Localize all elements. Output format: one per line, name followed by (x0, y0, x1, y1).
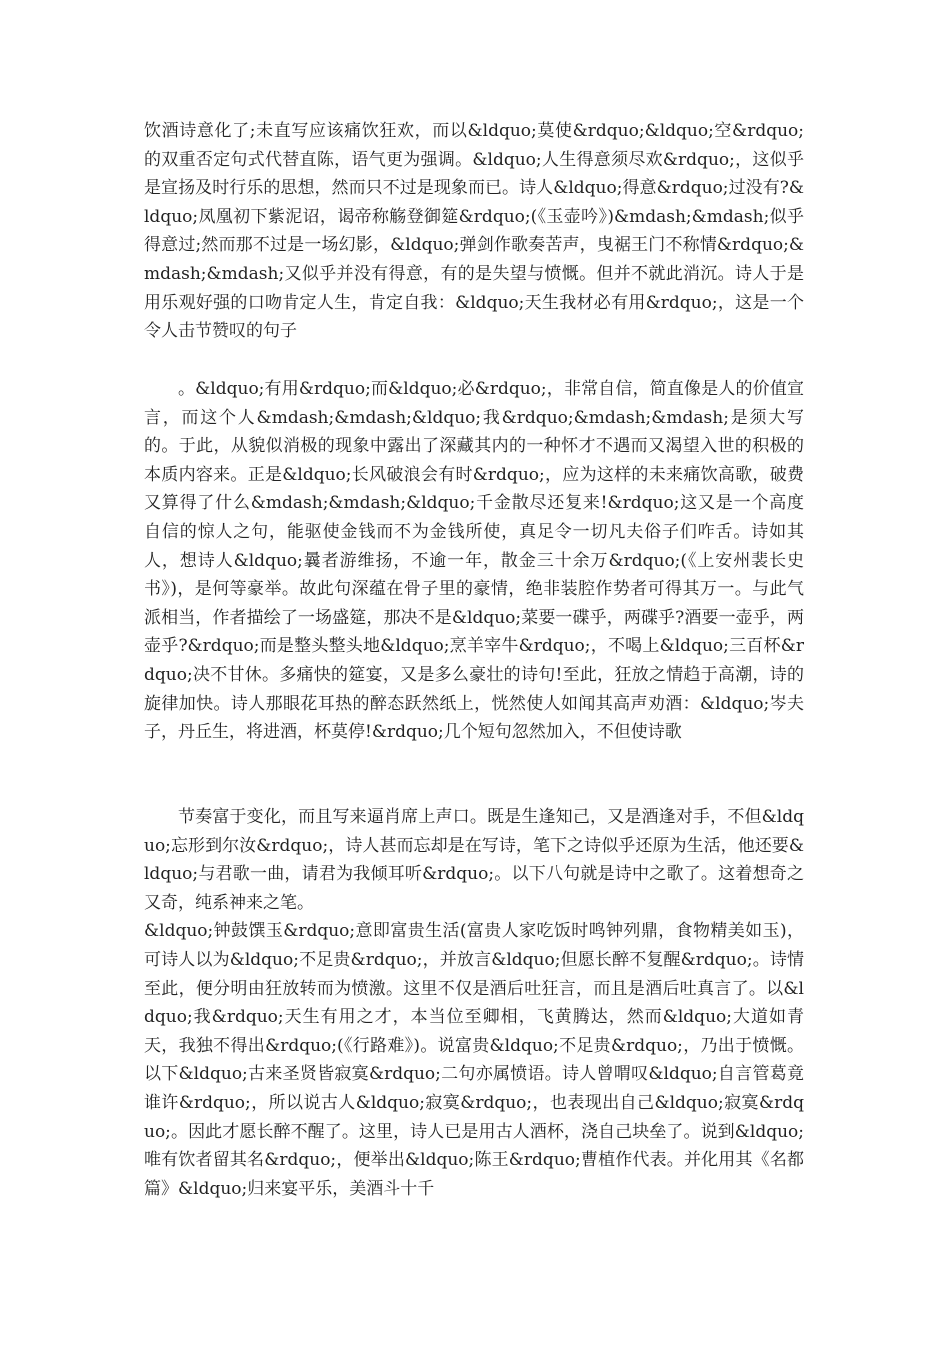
paragraph-2: 。&ldquo;有用&rdquo;而&ldquo;必&rdquo;，非常自信，简直像是人的价值宣言，而这个人&mdash;&mdash;&ldquo;我&rdquo;&mdash;&mdash;是须大写的。于此，从貌似消极的现象中露出了深藏其内的一种怀才不遇而又渴望入世的积极的本质内容来。正是&ldquo;长风破浪会有时&rdquo;，应为这样的未来痛饮高歌，破费又算得了什么&mdash;&mdash;&ldquo;千金散尽还复来!&rdquo;这又是一个高度自信的惊人之句，能驱使金钱而不为金钱所使，真足令一切凡夫俗子们咋舌。诗如其人，想诗人&ldquo;曩者游维扬，不逾一年，散金三十余万&rdquo;(《上安州裴长史书》)，是何等豪举。故此句深蕴在骨子里的豪情，绝非装腔作势者可得其万一。与此气派相当，作者描绘了一场盛筵，那决不是&ldquo;菜要一碟乎，两碟乎?酒要一壶乎，两壶乎?&rdquo;而是整头整头地&ldquo;烹羊宰牛&rdquo;，不喝上&ldquo;三百杯&rdquo;决不甘休。多痛快的筵宴，又是多么豪壮的诗句!至此，狂放之情趋于高潮，诗的旋律加快。诗人那眼花耳热的醉态跃然纸上，恍然使人如闻其高声劝酒：&ldquo;岑夫子，丹丘生，将进酒，杯莫停!&rdquo;几个短句忽然加入，不但使诗歌 (144, 379, 804, 743)
text-block-1 (144, 117, 804, 346)
text-block-3 (144, 803, 804, 1203)
paragraph-3: 节奏富于变化，而且写来逼肖席上声口。既是生逢知己，又是酒逢对手，不但&ldquo;忘形到尔汝&rdquo;，诗人甚而忘却是在写诗，笔下之诗似乎还原为生活，他还要&ldquo;与君歌一曲，请君为我倾耳听&rdquo;。以下八句就是诗中之歌了。这着想奇之又奇，纯系神来之笔。 (144, 807, 804, 913)
paragraph-4: &ldquo;钟鼓馔玉&rdquo;意即富贵生活(富贵人家吃饭时鸣钟列鼎，食物精美如玉)，可诗人以为&ldquo;不足贵&rdquo;，并放言&ldquo;但愿长醉不复醒&rdquo;。诗情至此，便分明由狂放转而为愤激。这里不仅是酒后吐狂言，而且是酒后吐真言了。以&ldquo;我&rdquo;天生有用之才，本当位至卿相，飞黄腾达，然而&ldquo;大道如青天，我独不得出&rdquo;(《行路难》)。说富贵&ldquo;不足贵&rdquo;，乃出于愤慨。以下&ldquo;古来圣贤皆寂寞&rdquo;二句亦属愤语。诗人曾喟叹&ldquo;自言管葛竟谁许&rdquo;，所以说古人&ldquo;寂寞&rdquo;，也表现出自己&ldquo;寂寞&rdquo;。因此才愿长醉不醒了。这里，诗人已是用古人酒杯，浇自己块垒了。说到&ldquo;唯有饮者留其名&rdquo;，便举出&ldquo;陈王&rdquo;曹植作代表。并化用其《名都篇》&ldquo;归来宴平乐，美酒斗十千 (144, 921, 804, 1199)
paragraph-1: 饮酒诗意化了;未直写应该痛饮狂欢，而以&ldquo;莫使&rdquo;&ldquo;空&rdquo;的双重否定句式代替直陈，语气更为强调。&ldquo;人生得意须尽欢&rdquo;，这似乎是宣扬及时行乐的思想，然而只不过是现象而已。诗人&ldquo;得意&rdquo;过没有?&ldquo;凤凰初下紫泥诏，谒帝称觞登御筵&rdquo;(《玉壶吟》)&mdash;&mdash;似乎得意过;然而那不过是一场幻影，&ldquo;弹剑作歌奏苦声，曳裾王门不称情&rdquo;&mdash;&mdash;又似乎并没有得意，有的是失望与愤慨。但并不就此消沉。诗人于是用乐观好强的口吻肯定人生，肯定自我：&ldquo;天生我材必有用&rdquo;，这是一个令人击节赞叹的句子 (144, 121, 804, 342)
text-block-2 (144, 375, 804, 747)
